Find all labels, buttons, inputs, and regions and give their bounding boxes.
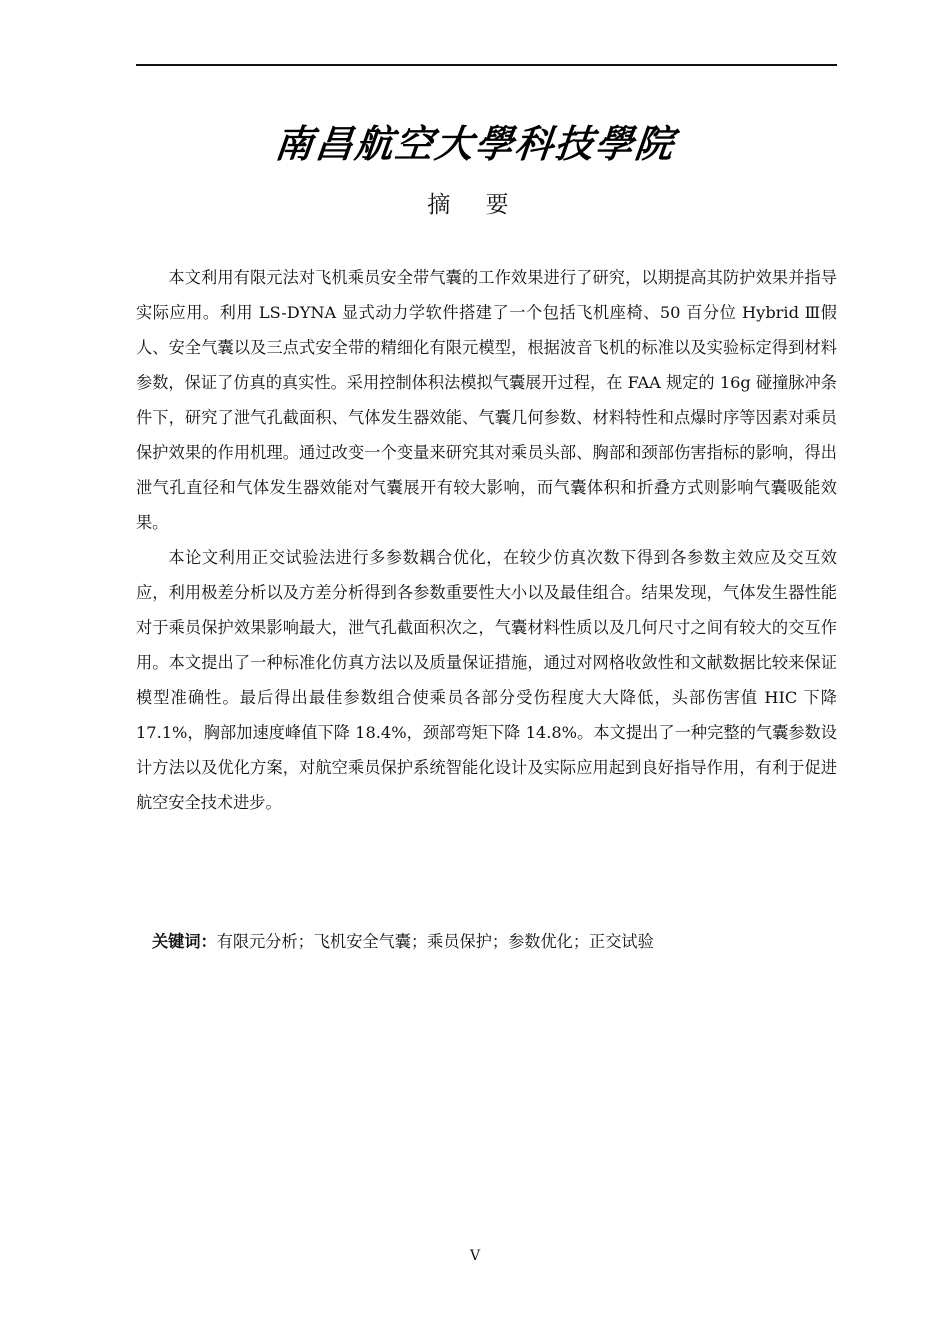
- page-number: V: [469, 1248, 481, 1264]
- abstract-heading: 摘 要: [427, 192, 523, 218]
- abstract-paragraph-1: 本文利用有限元法对飞机乘员安全带气囊的工作效果进行了研究，以期提高其防护效果并指导实际应用。利用 LS-DYNA 显式动力学软件搭建了一个包括飞机座椅、50 百分位 Hybrid Ⅲ假人、安全气囊以及三点式安全带的精细化有限元模型，根据波音飞机的标准以及实验标定得到材料参数，保证了仿真的真实性。采用控制体积法模拟气囊展开过程，在 FAA 规定的 16g 碰撞脉冲条件下，研究了泄气孔截面积、气体发生器效能、气囊几何参数、材料特性和点爆时序等因素对乘员保护效果的作用机理。通过改变一个变量来研究其对乘员头部、胸部和颈部伤害指标的影响，得出泄气孔直径和气体发生器效能对气囊展开有较大影响，而气囊体积和折叠方式则影响气囊吸能效果。: [136, 268, 837, 532]
- header-rule: [136, 64, 837, 66]
- abstract-body: [136, 260, 837, 820]
- abstract-paragraph-2: 本论文利用正交试验法进行多参数耦合优化，在较少仿真次数下得到各参数主效应及交互效应，利用极差分析以及方差分析得到各参数重要性大小以及最佳组合。结果发现，气体发生器性能对于乘员保护效果影响最大，泄气孔截面积次之，气囊材料性质以及几何尺寸之间有较大的交互作用。本文提出了一种标准化仿真方法以及质量保证措施，通过对网格收敛性和文献数据比较来保证模型准确性。最后得出最佳参数组合使乘员各部分受伤程度大大降低，头部伤害值 HIC 下降 17.1%，胸部加速度峰值下降 18.4%，颈部弯矩下降 14.8%。本文提出了一种完整的气囊参数设计方法以及优化方案，对航空乘员保护系统智能化设计及实际应用起到良好指导作用，有利于促进航空安全技术进步。: [136, 548, 837, 812]
- keywords-label: 关键词：: [152, 932, 217, 951]
- keywords-list: 有限元分析；飞机安全气囊；乘员保护；参数优化；正交试验: [216, 932, 654, 951]
- keywords-line: [152, 926, 837, 958]
- university-logo: 南昌航空大學科技學院: [272, 121, 678, 166]
